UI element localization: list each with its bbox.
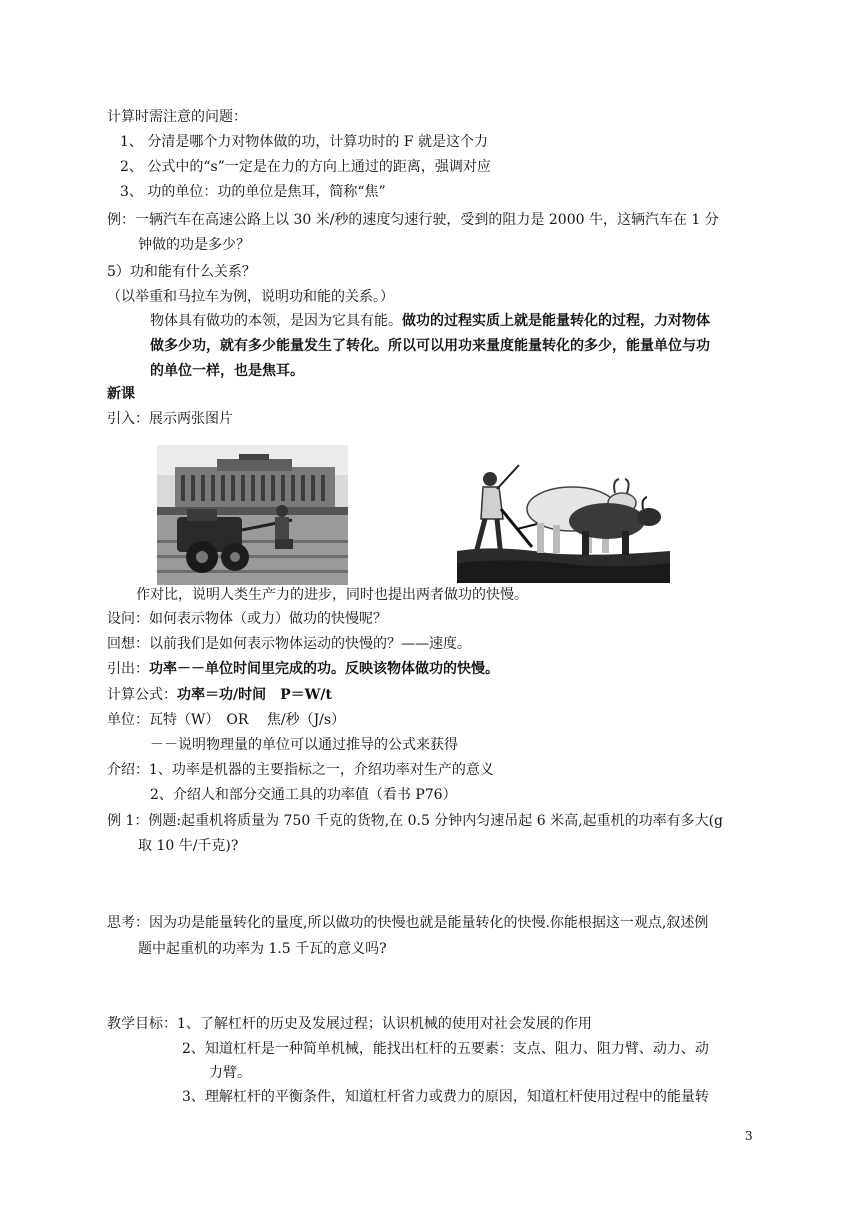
text-line: 单位：瓦特（W） OR 焦/秒（J/s）	[107, 712, 346, 728]
text-line: －－说明物理量的单位可以通过推导的公式来获得	[150, 737, 458, 753]
formula-text: 功率＝功/时间 P＝W/t	[177, 687, 332, 703]
text-line: 设问：如何表示物体（或力）做功的快慢呢？	[107, 611, 387, 627]
text-line	[107, 660, 499, 678]
text-line: 力臂。	[209, 1065, 251, 1081]
tractor-photo	[157, 445, 348, 585]
text-line: 1、 分清是哪个力对物体做的功，计算功时的 F 就是这个力	[120, 134, 488, 150]
text-line: 例 1：例题:起重机将质量为 750 千克的货物,在 0.5 分钟内匀速吊起 6 米高,起重机的功率有多大(g	[107, 813, 723, 829]
bold-text-line: 做多少功，就有多少能量发生了转化。所以可以用功来量度能量转化的多少，能量单位与功	[150, 338, 710, 354]
text-line	[150, 312, 710, 330]
text-span: 计算公式：	[107, 687, 177, 703]
ox-plowing-photo-image	[457, 459, 670, 583]
bold-text-span: 功率－－单位时间里完成的功。反映该物体做功的快慢。	[149, 661, 499, 677]
text-line: 取 10 牛/千克)?	[138, 838, 239, 854]
text-span: 引出：	[107, 661, 149, 677]
text-line: 例：一辆汽车在高速公路上以 30 米/秒的速度匀速行驶，受到的阻力是 2000 牛，这辆汽车在 1 分	[107, 212, 719, 228]
text-line: 介绍：1、功率是机器的主要指标之一，介绍功率对生产的意义	[107, 762, 494, 778]
bold-text-line: 的单位一样，也是焦耳。	[150, 363, 304, 379]
text-line	[107, 686, 332, 704]
text-line: 计算时需注意的问题：	[107, 109, 247, 125]
text-line: 教学目标：1、了解杠杆的历史及发展过程；认识机械的使用对社会发展的作用	[107, 1016, 592, 1032]
text-line: 思考：因为功是能量转化的量度,所以做功的快慢也就是能量转化的快慢.你能根据这一观点,叙述例	[107, 915, 709, 931]
text-span: 物体具有做功的本领，是因为它具有能。	[150, 313, 402, 329]
text-line: 钟做的功是多少？	[138, 237, 250, 253]
text-line: 2、 公式中的“s”一定是在力的方向上通过的距离，强调对应	[120, 159, 491, 175]
ox-plowing-photo	[457, 459, 670, 583]
text-line: 3、理解杠杆的平衡条件，知道杠杆省力或费力的原因，知道杠杆使用过程中的能量转	[182, 1089, 709, 1105]
tractor-photo-image	[157, 445, 348, 585]
page-number: 3	[745, 1129, 753, 1143]
text-line: 回想：以前我们是如何表示物体运动的快慢的？——速度。	[107, 636, 471, 652]
text-line: 3、 功的单位：功的单位是焦耳，简称“焦”	[120, 184, 386, 200]
text-line: 2、介绍人和部分交通工具的功率值（看书 P76）	[150, 787, 457, 803]
text-line: 作对比，说明人类生产力的进步，同时也提出两者做功的快慢。	[136, 587, 528, 603]
text-line: 题中起重机的功率为 1.5 千瓦的意义吗?	[138, 941, 387, 957]
text-line: 2、知道杠杆是一种简单机械，能找出杠杆的五要素：支点、阻力、阻力臂、动力、动	[182, 1041, 709, 1057]
text-line: 5）功和能有什么关系？	[107, 264, 256, 280]
text-line: （以举重和马拉车为例，说明功和能的关系。）	[107, 289, 394, 305]
section-heading: 新课	[107, 386, 135, 402]
bold-text-span: 做功的过程实质上就是能量转化的过程，力对物体	[402, 313, 710, 329]
text-line: 引入：展示两张图片	[107, 411, 233, 427]
